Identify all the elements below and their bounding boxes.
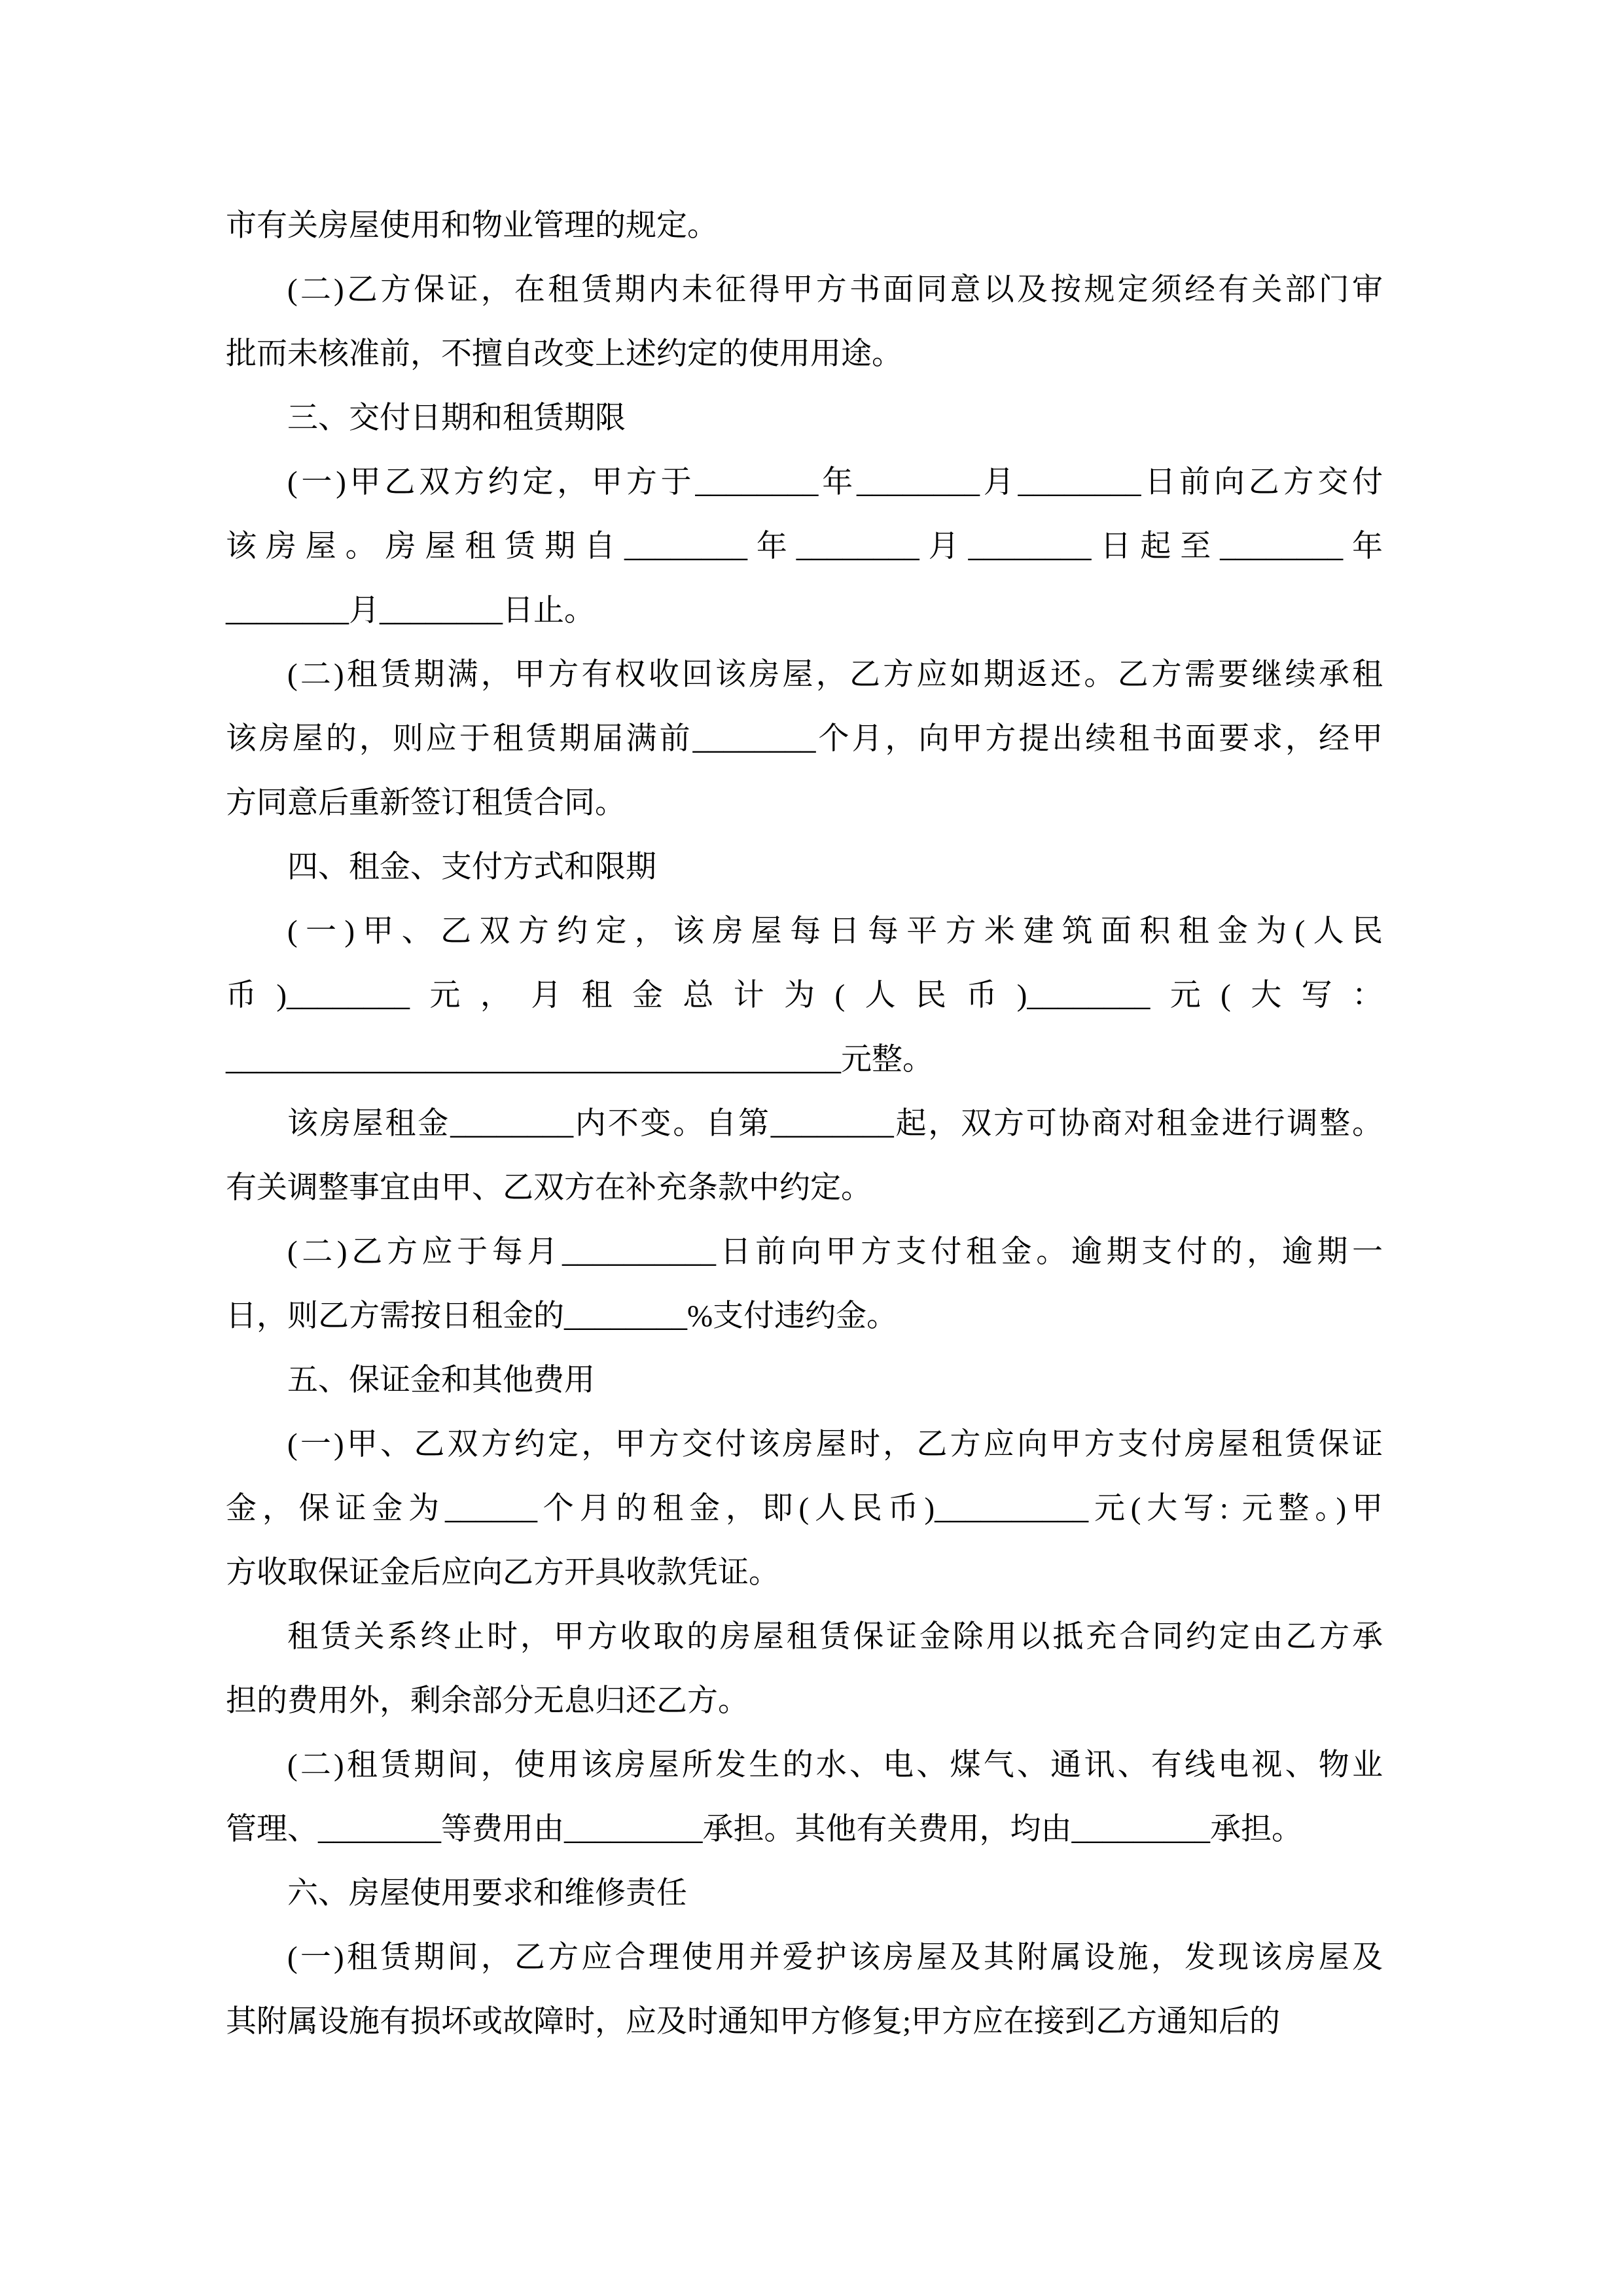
- contract-body: [226, 194, 1383, 2054]
- contract-line: (一)甲、乙双方约定，该房屋每日每平方米建筑面积租金为(人民: [287, 914, 1383, 948]
- contract-line: 市有关房屋使用和物业管理的规定。: [226, 209, 718, 243]
- contract-line: (二)乙方应于每月__________日前向甲方支付租金。逾期支付的，逾期一: [287, 1235, 1383, 1269]
- contract-line: ________________________________________元整。: [226, 1043, 933, 1077]
- contract-line: 其附属设施有损坏或故障时，应及时通知甲方修复;甲方应在接到乙方通知后的: [226, 2005, 1281, 2039]
- contract-line: 币)________元，月租金总计为(人民币)________元(大写：: [226, 978, 1383, 1013]
- contract-line: 金，保证金为______个月的租金，即(人民币)__________元(大写: 元整。)甲: [226, 1492, 1383, 1526]
- contract-line: (一)甲、乙双方约定，甲方交付该房屋时，乙方应向甲方支付房屋租赁保证: [287, 1427, 1383, 1462]
- contract-line: 该房屋租金________内不变。自第________起，双方可协商对租金进行调整。: [287, 1107, 1383, 1141]
- contract-line: ________月________日止。: [226, 594, 595, 628]
- contract-line: 有关调整事宜由甲、乙双方在补充条款中约定。: [226, 1171, 872, 1205]
- contract-line: 日，则乙方需按日租金的________%支付违约金。: [226, 1299, 898, 1333]
- contract-line: (一)租赁期间，乙方应合理使用并爱护该房屋及其附属设施，发现该房屋及: [287, 1941, 1383, 1975]
- contract-line: 该房屋。房屋租赁期自________年________月________日起至________年: [226, 529, 1383, 564]
- contract-line: 六、房屋使用要求和维修责任: [287, 1876, 687, 1910]
- contract-line: 批而未核准前，不擅自改变上述约定的使用用途。: [226, 337, 902, 371]
- contract-line: 担的费用外，剩余部分无息归还乙方。: [226, 1684, 749, 1718]
- contract-line: 方同意后重新签订租赁合同。: [226, 786, 626, 820]
- contract-line: 方收取保证金后应向乙方开具收款凭证。: [226, 1556, 779, 1590]
- contract-line: 租赁关系终止时，甲方收取的房屋租赁保证金除用以抵充合同约定由乙方承: [287, 1620, 1383, 1654]
- contract-line: 三、交付日期和租赁期限: [287, 401, 626, 435]
- contract-line: (一)甲乙双方约定，甲方于________年________月________日前向乙方交付: [287, 465, 1383, 499]
- contract-line: (二)租赁期间，使用该房屋所发生的水、电、煤气、通讯、有线电视、物业: [287, 1748, 1383, 1782]
- contract-line: (二)乙方保证，在租赁期内未征得甲方书面同意以及按规定须经有关部门审: [287, 273, 1383, 307]
- contract-line: 四、租金、支付方式和限期: [287, 850, 656, 884]
- contract-line: 五、保证金和其他费用: [287, 1363, 595, 1397]
- contract-line: (二)租赁期满，甲方有权收回该房屋，乙方应如期返还。乙方需要继续承租: [287, 658, 1383, 692]
- contract-line: 管理、________等费用由_________承担。其他有关费用，均由_________承担。: [226, 1812, 1302, 1846]
- contract-line: 该房屋的，则应于租赁期届满前________个月，向甲方提出续租书面要求，经甲: [226, 722, 1383, 756]
